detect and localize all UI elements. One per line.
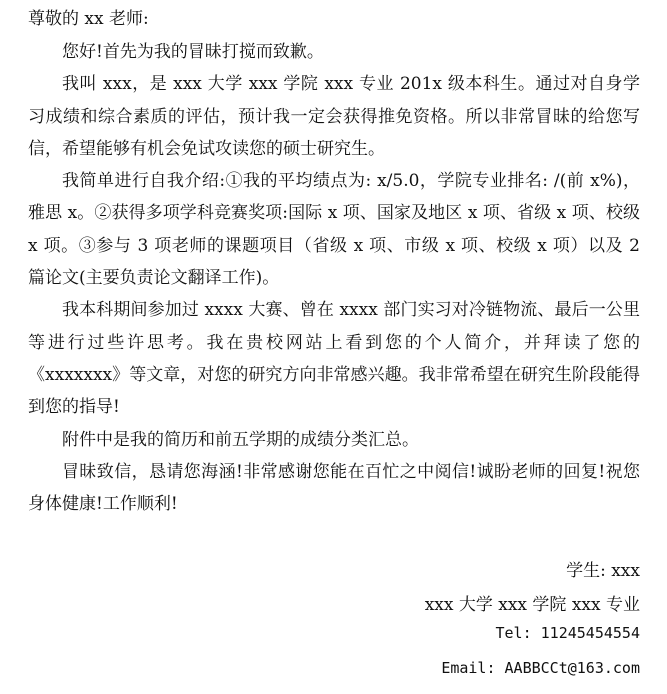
paragraph-experience: 我本科期间参加过 xxxx 大赛、曾在 xxxx 部门实习对冷链物流、最后一公里等进行过些许思考。我在贵校网站上看到您的个人简介，并拜读了您的《xxxxxxx》等文章，对您的研究方向非常感兴趣。我非常希望在研究生阶段能得到您的指导! xyxy=(28,300,640,418)
letter-body xyxy=(28,36,640,520)
paragraph-closing: 冒昧致信，恳请您海涵!非常感谢您能在百忙之中阅信!诚盼老师的回复!祝您身体健康!工作顺利! xyxy=(28,461,640,515)
signature-email: Email: AABBCCt@163.com xyxy=(441,659,640,677)
paragraph-greeting: 您好!首先为我的冒昧打搅而致歉。 xyxy=(62,42,324,62)
salutation: 尊敬的 xx 老师: xyxy=(28,9,149,29)
signature-school: xxx 大学 xxx 学院 xxx 专业 xyxy=(424,595,640,615)
signature-student: 学生: xxx xyxy=(566,561,640,581)
paragraph-attachment: 附件中是我的简历和前五学期的成绩分类汇总。 xyxy=(62,429,419,450)
signature-tel: Tel: 11245454554 xyxy=(495,624,640,642)
paragraph-self-intro: 我简单进行自我介绍:①我的平均绩点为: x/5.0，学院专业排名: /(前 x%)，雅思 x。②获得多项学科竞赛奖项:国际 x 项、国家及地区 x 项、省级 x 项、校级 x 项。③参与 3 项老师的课题项目（省级 x 项、市级 x 项、校级 x 项）以及 2 篇论文(主要负责论文翻译工作)。 xyxy=(28,171,640,289)
paragraph-introduction: 我叫 xxx，是 xxx 大学 xxx 学院 xxx 专业 201x 级本科生。通过对自身学习成绩和综合素质的评估，预计我一定会获得推免资格。所以非常冒昧的给您写信，希望能够有机会免试攻读您的硕士研究生。 xyxy=(28,74,640,159)
